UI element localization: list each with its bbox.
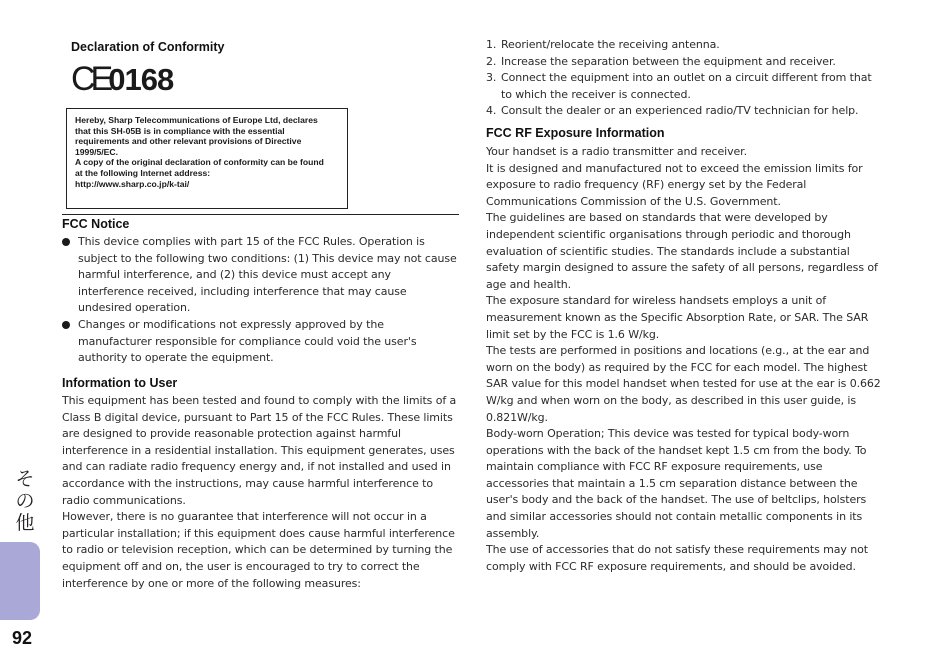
information-paragraph: However, there is no guarantee that interference will not occur in a particular installation; if this equipment does cause harmful interference to radio or television reception, which can be determined by turning the equipment off and on, the user is encouraged to try to correct the interference by one or more of the following measures: bbox=[62, 510, 455, 590]
declaration-line: Hereby, Sharp Telecommunications of Europe Ltd, declares bbox=[75, 115, 318, 125]
declaration-line: requirements and other relevant provisions of Directive bbox=[75, 136, 302, 147]
list-item bbox=[62, 234, 459, 317]
fcc-notice-list bbox=[62, 234, 459, 367]
page-number: 92 bbox=[12, 628, 33, 648]
rf-exposure-body bbox=[486, 144, 884, 575]
list-number: 3. bbox=[486, 71, 497, 85]
list-text: Consult the dealer or an experienced radio/TV technician for help. bbox=[501, 104, 859, 118]
information-heading: Information to User bbox=[62, 376, 178, 390]
bullet-icon bbox=[62, 238, 70, 246]
ce-mark bbox=[71, 60, 173, 99]
list-text: Reorient/relocate the receiving antenna. bbox=[501, 38, 720, 51]
rf-paragraph: Your handset is a radio transmitter and receiver. bbox=[486, 145, 747, 158]
declaration-url: http://www.sharp.co.jp/k-tai/ bbox=[75, 178, 190, 189]
measures-list bbox=[486, 37, 882, 120]
ce-logo: CE bbox=[71, 60, 109, 98]
bullet-text: This device complies with part 15 of the FCC Rules. Operation is subject to the following two conditions: (1) This device may not cause harmful interference, and (2) this device must accept any interference received, including interference that may cause undesired operation. bbox=[78, 235, 457, 315]
rf-paragraph: Body-worn Operation; This device was tested for typical body-worn operations with the back of the handset kept 1.5 cm from the body. To maintain compliance with FCC RF exposure requirements, use accessories that maintain a 1.5 cm separation distance between the user's body and the back of the handset. The use of beltclips, holsters and similar accessories should not contain metallic components in its assembly. bbox=[486, 427, 867, 540]
side-tab-label: その他 bbox=[15, 468, 35, 534]
information-body bbox=[62, 393, 459, 592]
list-item bbox=[486, 103, 882, 120]
ce-number: 0168 bbox=[108, 62, 174, 97]
rf-paragraph: The exposure standard for wireless handsets employs a unit of measurement known as the Specific Absorption Rate, or SAR. The SAR limit set by the FCC is 1.6 W/kg. bbox=[486, 294, 869, 341]
list-number: 4. bbox=[486, 104, 497, 118]
declaration-line: that this SH-05B is in compliance with the essential bbox=[75, 125, 285, 136]
sar-ear-value: 0.662 bbox=[849, 377, 881, 391]
declaration-heading: Declaration of Conformity bbox=[71, 40, 225, 54]
bullet-text: Changes or modifications not expressly approved by the manufacturer responsible for compliance could void the user's authority to operate the equipment. bbox=[78, 317, 417, 365]
list-item bbox=[486, 70, 882, 103]
declaration-box bbox=[66, 108, 348, 209]
declaration-line: A copy of the original declaration of conformity can be found bbox=[75, 157, 324, 168]
rf-paragraph: The use of accessories that do not satisfy these requirements may not comply with FCC RF exposure requirements, and should be avoided. bbox=[486, 543, 868, 573]
rf-paragraph: The guidelines are based on standards that were developed by independent scientific organisations through periodic and thorough evaluation of scientific studies. The standards include a substantial safety margin designed to assure the safety of all persons, regardless of age and health. bbox=[486, 211, 878, 291]
side-tab bbox=[0, 542, 40, 620]
declaration-line: at the following Internet address: bbox=[75, 167, 211, 178]
sar-text: The tests are performed in positions and locations (e.g., at the ear and worn on the body) as required by the FCC for each model. The highest SAR value for this model handset when tested for use at the ear is bbox=[486, 344, 870, 391]
list-number: 1. bbox=[486, 38, 497, 51]
bullet-icon bbox=[62, 321, 70, 329]
sar-body-value: 0.821 bbox=[486, 410, 517, 424]
sar-text: W/kg. bbox=[517, 410, 548, 424]
declaration-line: 1999/5/EC. bbox=[75, 146, 118, 157]
list-item bbox=[62, 317, 459, 367]
list-item bbox=[486, 37, 882, 54]
sar-paragraph bbox=[486, 343, 884, 426]
fcc-notice-heading: FCC Notice bbox=[62, 217, 130, 231]
list-text: Connect the equipment into an outlet on a circuit different from that to which the receiver is connected. bbox=[501, 71, 872, 101]
list-item bbox=[486, 54, 882, 71]
section-divider bbox=[62, 214, 459, 215]
list-text: Increase the separation between the equipment and receiver. bbox=[501, 54, 836, 68]
information-paragraph: This equipment has been tested and found to comply with the limits of a Class B digital device, pursuant to Part 15 of the FCC Rules. These limits are designed to provide reasonable protection against harmful interference in a residential installation. This equipment generates, uses and can radiate radio frequency energy and, if not installed and used in accordance with the instructions, may cause harmful interference to radio communications. bbox=[62, 394, 457, 507]
list-number: 2. bbox=[486, 54, 497, 68]
rf-paragraph: It is designed and manufactured not to exceed the emission limits for exposure to radio frequency (RF) energy set by the Federal Communications Commission of the U.S. Government. bbox=[486, 161, 863, 208]
rf-exposure-heading: FCC RF Exposure Information bbox=[486, 126, 665, 140]
sar-text: W/kg and when worn on the body, as described in this user guide, is bbox=[486, 393, 857, 407]
